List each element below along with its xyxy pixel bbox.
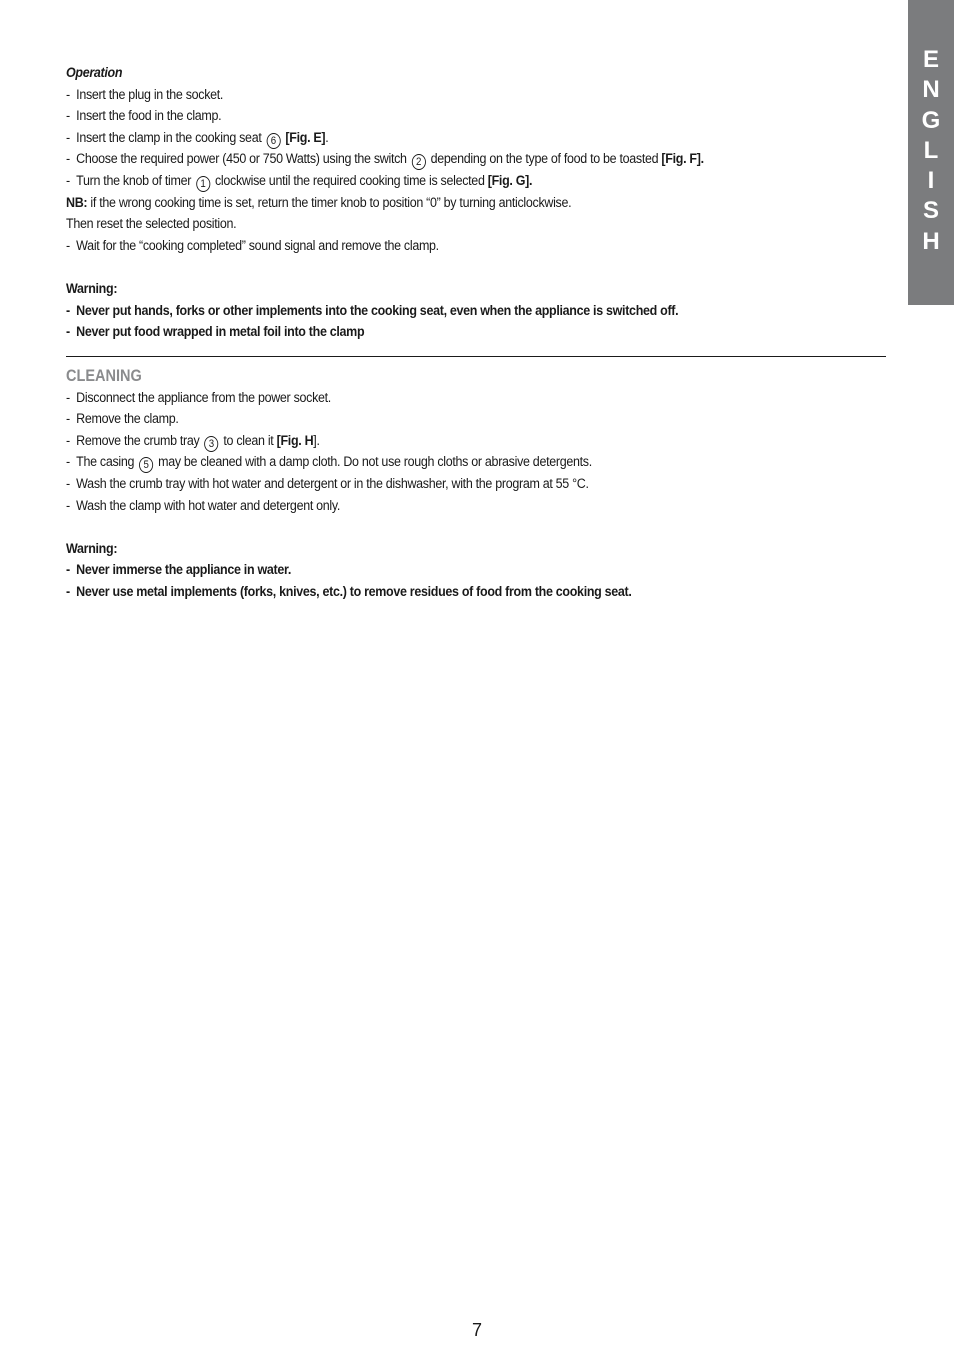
warning-item: - Never immerse the appliance in water. [66, 562, 292, 579]
reference-number-badge: 5 [139, 457, 153, 473]
list-item: - Wash the clamp with hot water and detergent only. [66, 497, 341, 514]
list-item: - The casing 5 may be cleaned with a damp cloth. Do not use rough cloths or abrasive detergents. [66, 454, 592, 472]
language-tab-letter: E [922, 46, 939, 73]
list-item: - Remove the clamp. [66, 411, 179, 428]
warning-label: Warning: [66, 540, 118, 557]
reference-number-badge: 2 [412, 154, 426, 170]
reference-number-badge: 6 [266, 133, 280, 149]
list-item: - Insert the plug in the socket. [66, 86, 224, 103]
warning-label: Warning: [66, 280, 118, 297]
list-item: - Wash the crumb tray with hot water and detergent or in the dishwasher, with the program at 55 °C. [66, 475, 589, 492]
figure-reference: [Fig. H [276, 432, 314, 449]
language-tab-letter: G [921, 106, 941, 134]
list-item: - Insert the clamp in the cooking seat 6 [Fig. E]. [66, 129, 329, 147]
list-item: - Choose the required power (450 or 750 Watts) using the switch 2 depending on the type of food to be toasted [Fig. F]. [66, 151, 704, 169]
nb-note-continued: Then reset the selected position. [66, 216, 237, 233]
operation-section [66, 63, 788, 344]
operation-heading: Operation [66, 65, 123, 81]
list-item: - Disconnect the appliance from the power socket. [66, 389, 331, 406]
cleaning-heading: CLEANING [66, 367, 142, 385]
warning-item: - Never put hands, forks or other implements into the cooking seat, even when the appliance is switched off. [66, 302, 679, 319]
figure-reference: [Fig. G]. [487, 172, 533, 189]
list-item: - Turn the knob of timer 1 clockwise until the required cooking time is selected [Fig. G]. [66, 172, 533, 190]
nb-label: NB: [66, 194, 88, 211]
list-item: - Insert the food in the clamp. [66, 108, 222, 125]
list-item: - Wait for the “cooking completed” sound signal and remove the clamp. [66, 237, 439, 254]
warning-item: - Never use metal implements (forks, knives, etc.) to remove residues of food from the cooking seat. [66, 583, 632, 600]
cleaning-section [66, 366, 788, 604]
language-tab-letter: N [922, 76, 940, 104]
section-divider [66, 356, 886, 357]
figure-reference: [Fig. E] [285, 129, 326, 146]
language-tab [908, 0, 954, 305]
language-tab-letter: H [922, 227, 940, 255]
list-item: - Remove the crumb tray 3 to clean it [Fig. H]. [66, 432, 320, 450]
figure-reference: [Fig. F]. [661, 151, 704, 168]
reference-number-badge: 1 [196, 176, 210, 192]
language-tab-letter: I [927, 167, 935, 195]
page-number: 7 [471, 1320, 482, 1340]
language-tab-letter: S [922, 197, 939, 225]
nb-note: NB: if the wrong cooking time is set, return the timer knob to position “0” by turning anticlockwise. [66, 194, 572, 211]
warning-item: - Never put food wrapped in metal foil into the clamp [66, 324, 365, 341]
language-tab-letter: L [923, 136, 939, 164]
reference-number-badge: 3 [204, 436, 218, 452]
